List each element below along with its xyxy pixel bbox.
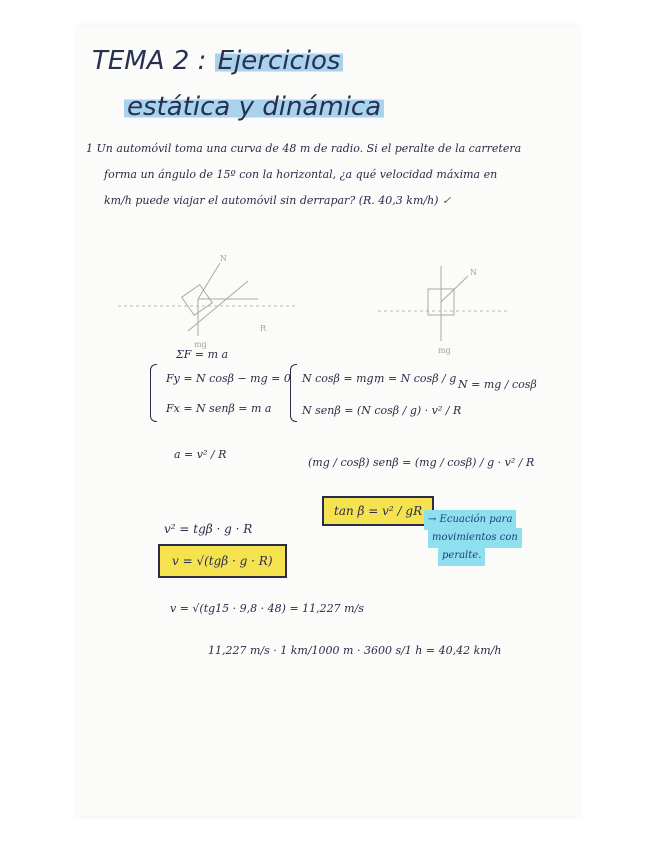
eq-v: v = √(tgβ · g · R) bbox=[172, 554, 273, 568]
check-mark: ✓ bbox=[441, 194, 452, 207]
eq-sum-f: ΣF = m a bbox=[176, 348, 229, 361]
diagram-inclined bbox=[118, 254, 298, 349]
problem-answer: (R. 40,3 km/h) bbox=[358, 194, 439, 207]
eq-conversion: 11,227 m/s · 1 km/1000 m · 3600 s/1 h = 40,42 km/h bbox=[208, 644, 502, 657]
title-line-2 bbox=[124, 92, 384, 122]
label-n: N bbox=[220, 254, 227, 263]
notebook-page bbox=[78, 26, 578, 816]
eq-v2: v² = tgβ · g · R bbox=[164, 522, 253, 536]
diagram-front bbox=[378, 266, 508, 355]
problem-line-1 bbox=[86, 142, 521, 155]
problem-text-1: Un automóvil toma una curva de 48 m de radio. Si el peralte de la carretera bbox=[96, 142, 522, 155]
eq-tan: tan β = v² / gR bbox=[334, 504, 423, 518]
car-block bbox=[182, 285, 213, 316]
label-mg-left: mg bbox=[194, 340, 207, 349]
label-mg-right: mg bbox=[438, 346, 451, 355]
eq-nsen: N senβ = (N cosβ / g) · v² / R bbox=[302, 404, 462, 417]
eq-m: m = N cosβ / g bbox=[374, 372, 457, 385]
problem-number: 1 bbox=[86, 142, 93, 155]
problem-text-3: km/h puede viajar el automóvil sin derrapar? bbox=[104, 194, 356, 207]
brace-left bbox=[150, 364, 157, 422]
note-line-1: → Ecuación para bbox=[424, 510, 516, 530]
eq-ncos: N cosβ = mg ; bbox=[302, 372, 381, 385]
note-line-2: movimientos con bbox=[428, 528, 522, 548]
problem-line-2: forma un ángulo de 15º con la horizontal, ¿a qué velocidad máxima en bbox=[104, 168, 498, 181]
title-tema: TEMA 2 : bbox=[92, 46, 207, 76]
eq-v-numeric: v = √(tg15 · 9,8 · 48) = 11,227 m/s bbox=[170, 602, 364, 615]
force-diagrams bbox=[108, 241, 528, 361]
eq-a: a = v² / R bbox=[174, 448, 227, 461]
eq-substitution: (mg / cosβ) senβ = (mg / cosβ) / g · v² / R bbox=[308, 456, 535, 469]
eq-fx: Fx = N senβ = m a bbox=[166, 402, 272, 415]
eq-n: N = mg / cosβ bbox=[458, 378, 537, 391]
label-n-right: N bbox=[470, 268, 477, 277]
title-line-1 bbox=[92, 46, 343, 76]
problem-line-3 bbox=[104, 194, 451, 207]
tan-box bbox=[322, 496, 434, 526]
eq-fy: Fy = N cosβ − mg = 0 bbox=[166, 372, 291, 385]
title-estatica-dinamica: estática y dinámica bbox=[124, 92, 384, 122]
v-box bbox=[158, 544, 287, 578]
title-ejercicios: Ejercicios bbox=[215, 46, 344, 76]
note-line-3: peralte. bbox=[438, 546, 485, 566]
normal-vector bbox=[198, 263, 220, 299]
brace-right bbox=[290, 364, 297, 422]
label-r: R bbox=[260, 324, 267, 333]
